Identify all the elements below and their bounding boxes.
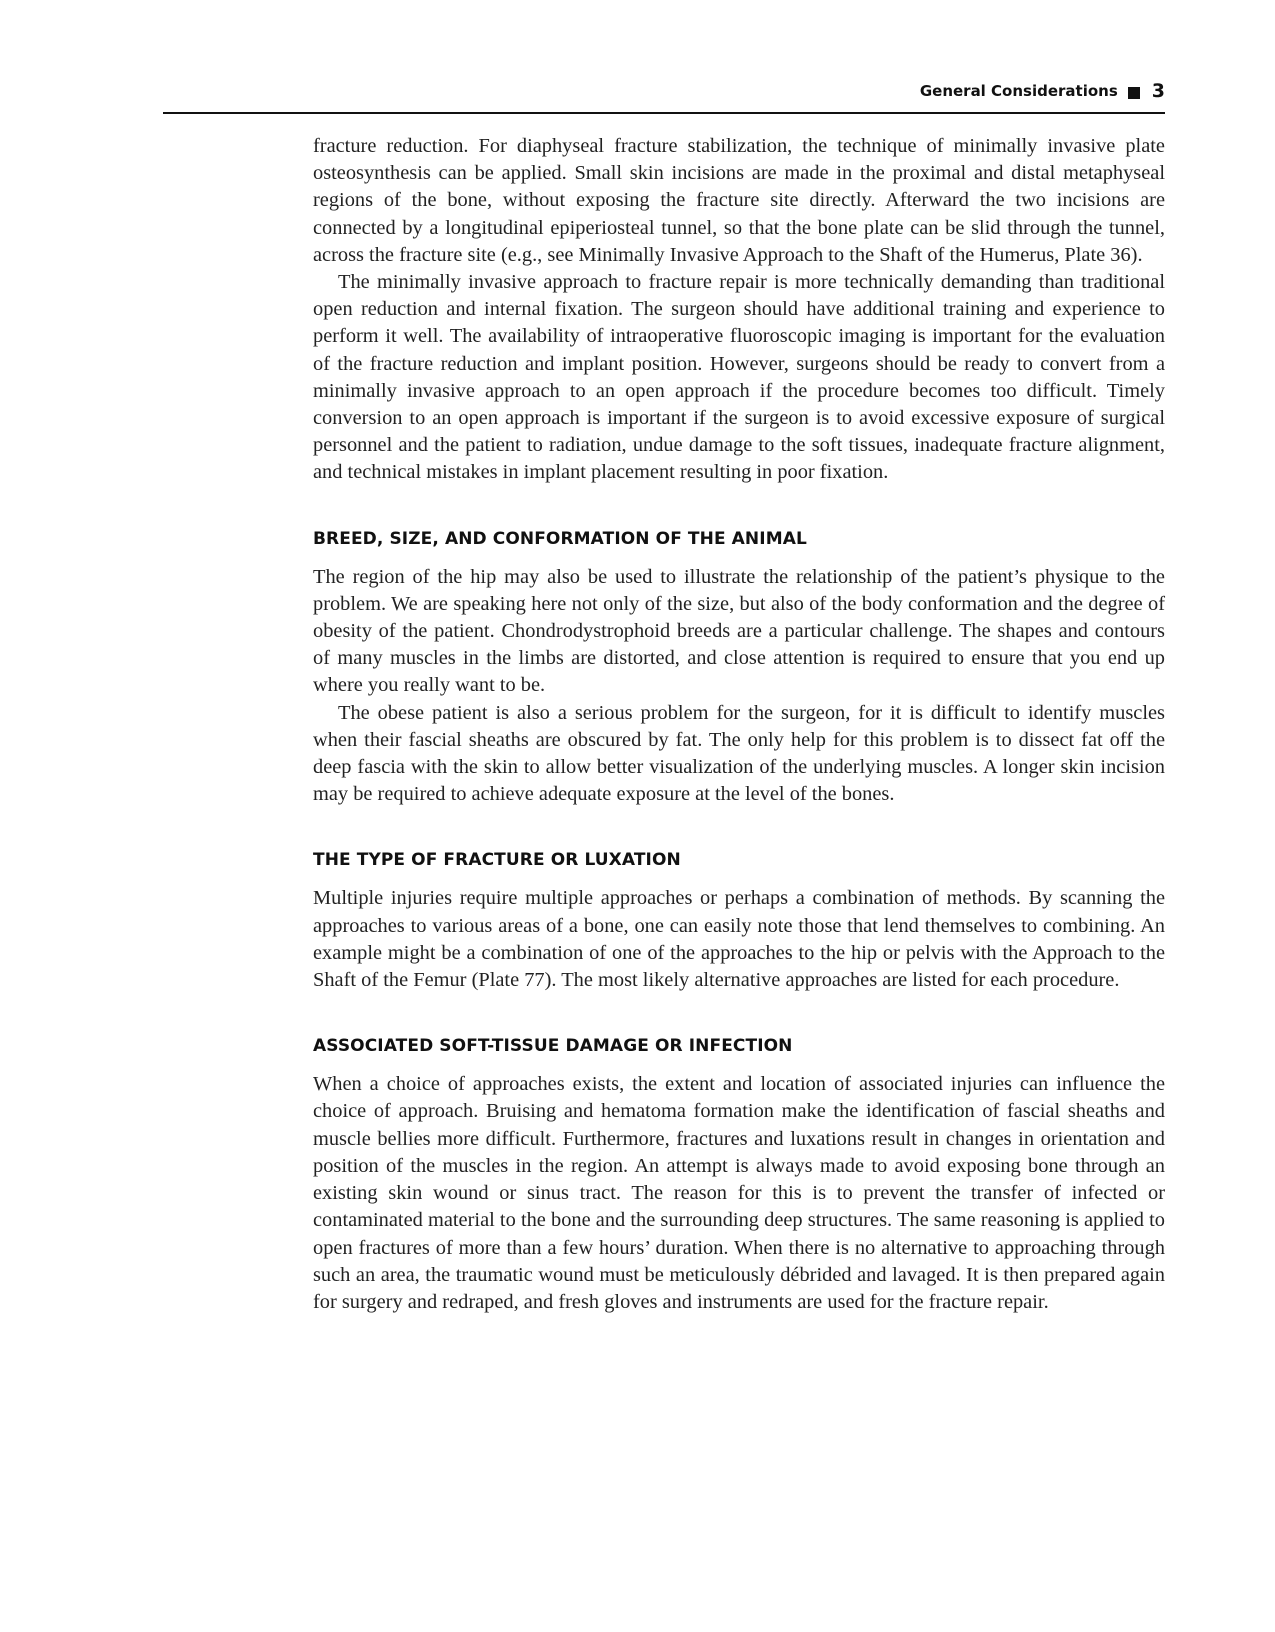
section-spacer [313, 487, 1165, 527]
section-spacer [313, 808, 1165, 848]
breed-size-paragraph-1: The region of the hip may also be used to illustrate the relationship of the patient’s physique to the problem. We are speaking here not only of the size, but also of the body conformation and the degree of obesity of the patient. Chondrodystrophoid breeds are a particular challenge. The shapes and contours of many muscles in the limbs are distorted, and close attention is required to ensure that you end up where you really want to be. [313, 565, 1165, 697]
running-head [163, 82, 1165, 114]
intro-paragraph-1: fracture reduction. For diaphyseal fracture stabilization, the technique of minimally invasive plate osteosynthesis can be applied. Small skin incisions are made in the proximal and distal metaphyseal regions of the bone, without exposing the fracture site directly. Afterward the two incisions are connected by a longitudinal epiperiosteal tunnel, so that the bone plate can be slid through the tunnel, across the fracture site (e.g., see Minimally Invasive Approach to the Shaft of the Humerus, Plate 36). [313, 135, 1165, 266]
section-spacer [313, 994, 1165, 1034]
breed-size-paragraph-2: The obese patient is also a serious problem for the surgeon, for it is difficult to identify muscles when their fascial sheaths are obscured by fat. The only help for this problem is to dissect fat off the deep fascia with the skin to allow better visualization of the underlying muscles. A longer skin incision may be required to achieve adequate exposure at the level of the bones. [313, 701, 1165, 806]
running-head-title: General Considerations [919, 82, 1118, 100]
fracture-type-paragraph-1: Multiple injuries require multiple approaches or perhaps a combination of methods. By scanning the approaches to various areas of a bone, one can easily note those that lend themselves to combining. An example might be a combination of one of the approaches to the hip or pelvis with the Approach to the Shaft of the Femur (Plate 77). The most likely alternative approaches are listed for each procedure. [313, 887, 1165, 992]
soft-tissue-paragraph-1: When a choice of approaches exists, the extent and location of associated injuries can influence the choice of approach. Bruising and hematoma formation make the identification of fascial sheaths and muscle bellies more difficult. Furthermore, fractures and luxations result in changes in orientation and position of the muscles in the region. An attempt is always made to avoid exposing bone through an existing skin wound or sinus tract. The reason for this is to prevent the transfer of infected or contaminated material to the bone and the surrounding deep structures. The same reasoning is applied to open fractures of more than a few hours’ duration. When there is no alternative to approaching through such an area, the traumatic wound must be meticulously débrided and lavaged. It is then prepared again for surgery and redraped, and fresh gloves and instruments are used for the fracture repair. [313, 1073, 1165, 1313]
heading-spacer [313, 872, 1165, 885]
heading-spacer [313, 1058, 1165, 1071]
square-separator-icon [1128, 87, 1140, 99]
heading-spacer [313, 551, 1165, 564]
intro-paragraph-2: The minimally invasive approach to fracture repair is more technically demanding than traditional open reduction and internal fixation. The surgeon should have additional training and experience to perform it well. The availability of intraoperative fluoroscopic imaging is important for the evaluation of the fracture reduction and implant position. However, surgeons should be ready to convert from a minimally invasive approach to an open approach if the procedure becomes too difficult. Timely conversion to an open approach is important if the surgeon is to avoid excessive exposure of surgical personnel and the patient to radiation, undue damage to the soft tissues, inadequate fracture alignment, and technical mistakes in implant placement resulting in poor fixation. [313, 271, 1165, 484]
page-number: 3 [1151, 80, 1165, 102]
page-body [313, 133, 1165, 1316]
section-heading-fracture-type: THE TYPE OF FRACTURE OR LUXATION [313, 850, 681, 871]
section-heading-soft-tissue: ASSOCIATED SOFT-TISSUE DAMAGE OR INFECTION [313, 1036, 793, 1057]
section-heading-breed-size: BREED, SIZE, AND CONFORMATION OF THE ANIMAL [313, 528, 807, 549]
